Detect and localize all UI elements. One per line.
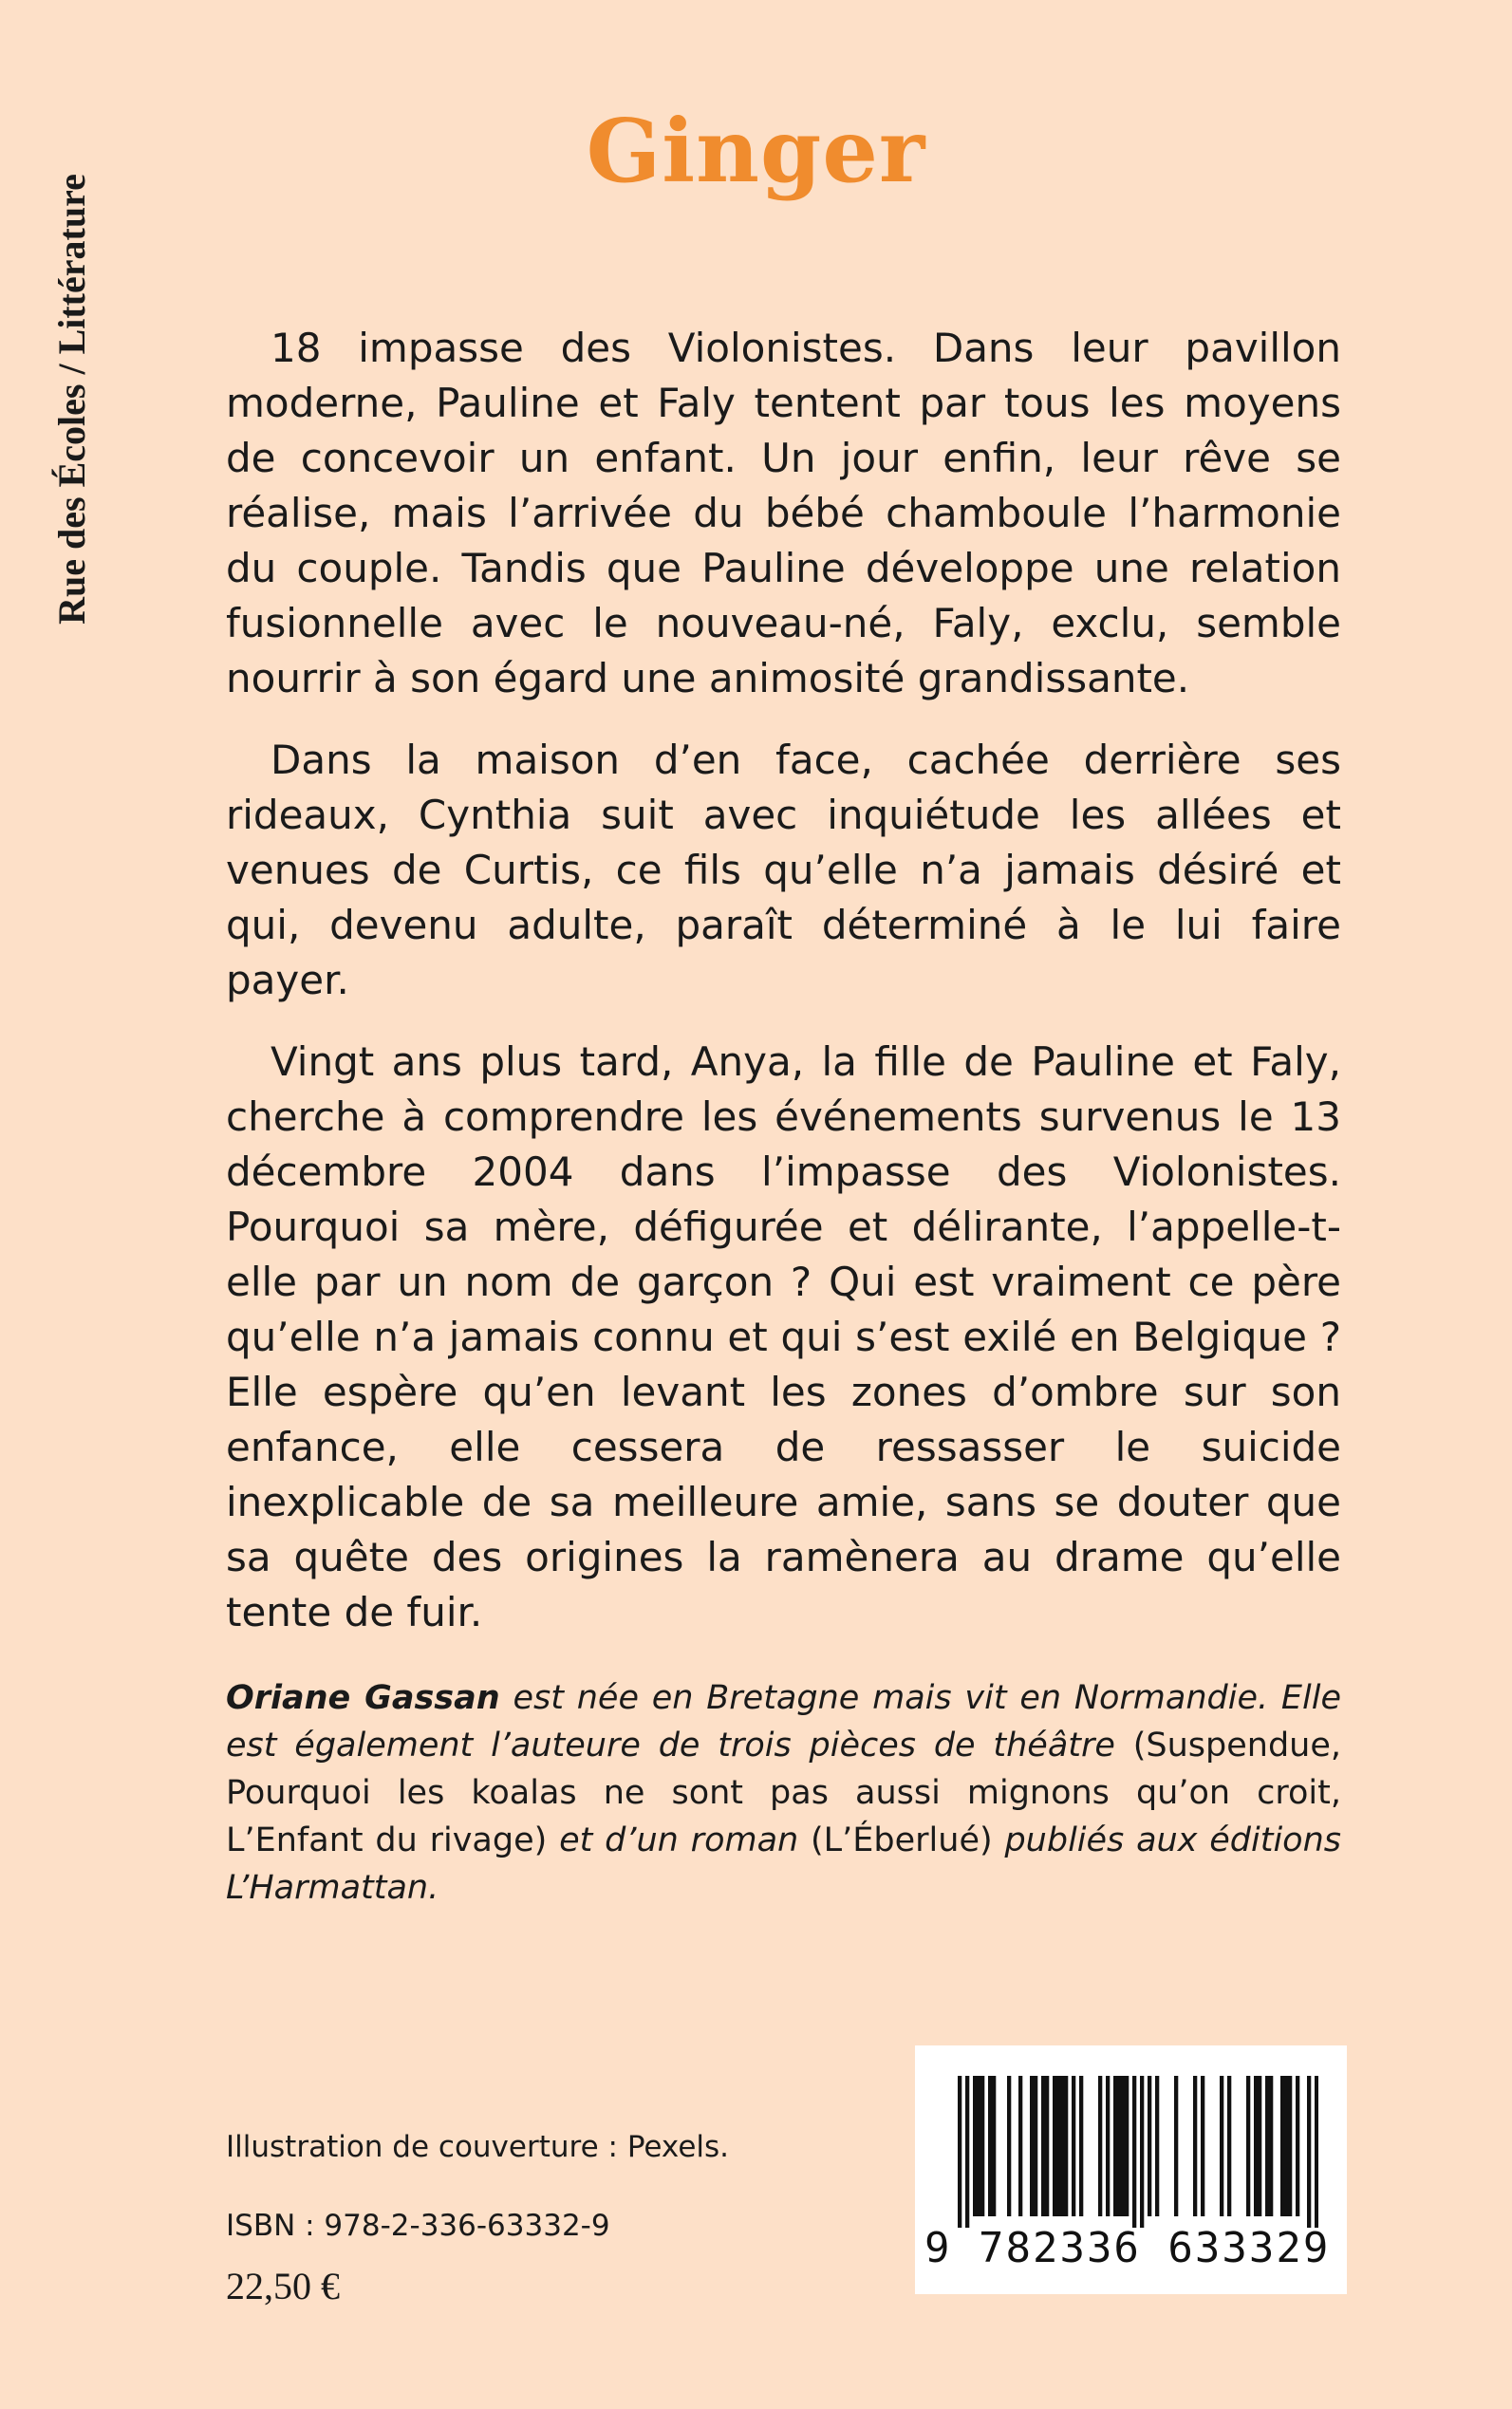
barcode-bar — [1296, 2076, 1299, 2216]
barcode-bar — [1258, 2076, 1261, 2216]
summary-paragraph: 18 impasse des Violonistes. Dans leur pavillon moderne, Pauline et Faly tentent par tous les moyens de concevoir un enfant. Un jour enfin, leur rêve se réalise, mais l’arrivée du bébé chamboule l’harmonie du couple. Tandis que Pauline développe une relation fusionnelle avec le nouveau-né, Faly, exclu, semble nourrir à son égard une animosité grandissante. — [226, 325, 1341, 701]
barcode — [915, 2045, 1347, 2294]
spine-text: Rue des Écoles / Littérature — [49, 173, 93, 625]
barcode-bar — [1098, 2076, 1102, 2216]
barcode-bar — [1307, 2076, 1311, 2228]
barcode-bar — [1246, 2076, 1250, 2216]
barcode-bar — [958, 2076, 961, 2228]
barcode-bar — [1060, 2076, 1064, 2216]
barcode-bar — [1007, 2076, 1011, 2216]
barcode-bar — [1155, 2076, 1159, 2216]
barcode-bar — [1220, 2076, 1223, 2216]
barcode-bar — [1106, 2076, 1110, 2216]
barcode-bar — [1269, 2076, 1273, 2216]
barcode-bar — [1288, 2076, 1292, 2216]
barcode-bar — [1174, 2076, 1178, 2216]
barcode-digits: 9 782336 633329 — [924, 2224, 1331, 2272]
barcode-bar — [1227, 2076, 1231, 2216]
barcode-bar — [1034, 2076, 1037, 2216]
bio-text: publiés aux éditions L’Harmattan. — [226, 1821, 1341, 1907]
isbn: ISBN : 978-2-336-63332-9 — [226, 2209, 610, 2243]
barcode-bar — [1265, 2076, 1269, 2216]
illustration-credit: Illustration de couverture : Pexels. — [226, 2130, 730, 2164]
barcode-bar — [1113, 2076, 1117, 2216]
barcode-bar — [1056, 2076, 1060, 2216]
barcode-bar — [1072, 2076, 1075, 2216]
bio-text: est née en Bretagne mais vit en Normandie. Elle est également l’auteure de trois pièces de théâtre — [226, 1679, 1342, 1765]
barcode-bar — [1254, 2076, 1258, 2216]
author-bio — [226, 1674, 1341, 1912]
barcode-bar — [980, 2076, 984, 2216]
barcode-bar — [1125, 2076, 1129, 2216]
summary-paragraph: Vingt ans plus tard, Anya, la fille de Pauline et Faly, cherche à comprendre les événements survenus le 13 décembre 2004 dans l’impasse des Violonistes. Pourquoi sa mère, défigurée et délirante, l’appelle-t-elle par un nom de garçon ? Qui est vraiment ce père qu’elle n’a jamais connu et qui s’est exilé en Belgique ? Elle espère qu’en levant les zones d’ombre sur son enfance, elle cessera de ressasser le suicide inexplicable de sa meilleure amie, sans se douter que sa quête des origines la ramènera au drame qu’elle tente de fuir. — [226, 1038, 1341, 1635]
barcode-bar — [973, 2076, 977, 2216]
barcode-bar — [1148, 2076, 1151, 2216]
barcode-bar — [1030, 2076, 1034, 2216]
barcode-bar — [1045, 2076, 1049, 2216]
bio-plays: (Suspendue, Pourquoi les koalas ne sont pas aussi mignons qu’on croit, L’Enfant du rivage) — [226, 1727, 1341, 1859]
price: 22,50 € — [226, 2265, 340, 2307]
barcode-bar — [977, 2076, 980, 2216]
bio-novel: (L’Éberlué) — [811, 1821, 993, 1859]
barcode-bar — [1193, 2076, 1197, 2216]
barcode-bar — [1140, 2076, 1144, 2228]
barcode-bar — [1041, 2076, 1045, 2216]
barcode-bar — [1053, 2076, 1056, 2216]
barcode-bar — [1284, 2076, 1288, 2216]
barcode-bar — [1117, 2076, 1121, 2216]
author-name: Oriane Gassan — [226, 1679, 500, 1717]
book-title: Ginger — [586, 100, 926, 202]
barcode-bar — [1064, 2076, 1068, 2216]
barcode-bar — [988, 2076, 992, 2216]
barcode-bar — [1079, 2076, 1083, 2216]
barcode-bar — [1280, 2076, 1284, 2216]
summary-paragraph: Dans la maison d’en face, cachée derrière ses rideaux, Cynthia suit avec inquiétude les allées et venues de Curtis, ce fils qu’elle n’a jamais désiré et qui, devenu adulte, paraît déterminé à le lui faire payer. — [226, 737, 1341, 1003]
barcode-bars — [958, 2076, 1318, 2228]
barcode-bar — [1121, 2076, 1125, 2216]
bio-text: et d’un roman — [547, 1821, 812, 1859]
barcode-bar — [1201, 2076, 1204, 2216]
barcode-bar — [992, 2076, 996, 2216]
barcode-bar — [965, 2076, 969, 2228]
barcode-bar — [1132, 2076, 1136, 2228]
barcode-bar — [1315, 2076, 1318, 2228]
summary-text — [226, 321, 1341, 1667]
barcode-bar — [1018, 2076, 1022, 2216]
